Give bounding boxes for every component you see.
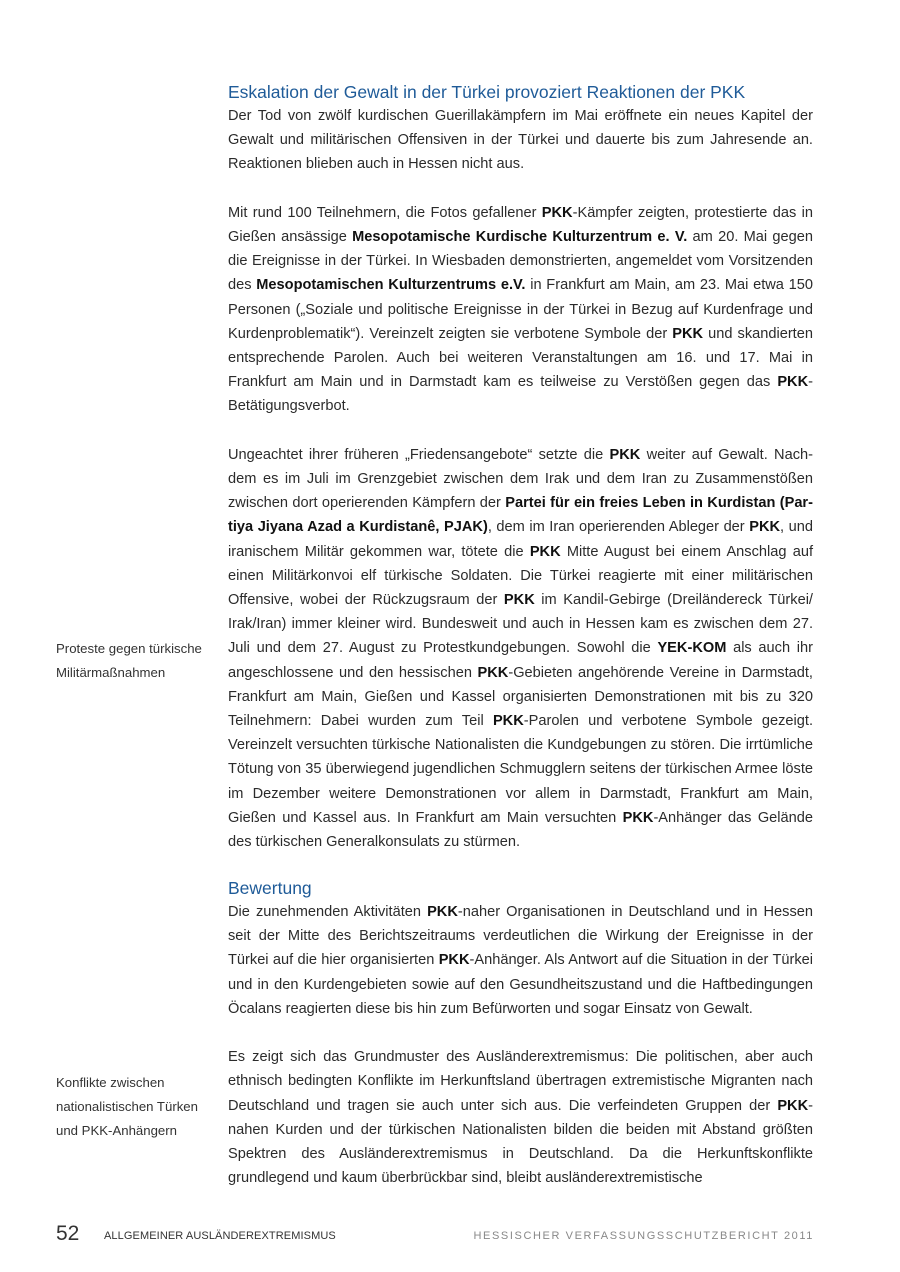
emphasis: Mesopotamischen Kulturzentrums e.V. — [256, 277, 526, 294]
margin-note-line: Konflikte zwischen — [56, 1075, 165, 1090]
emphasis: Partei für ein freies Leben in Kurdistan (Partiya Jiyana Azad a Kurdistanê, PJAK) — [228, 495, 813, 536]
paragraph: Die zunehmenden Aktivitäten PKK-naher Organisationen in Deutschland und in Hessen seit der Mitte des Berichtszeitraums verdeutlichen die Wirkung der Ereignisse in der Türkei auf die hier organisierten PKK-Anhänger. Als Antwort auf die Situation in der Türkei und in den Kurdengebieten sowie auf den Gesundheitszustand und die Haftbedingungen Öcalans reagierten diese bis hin zum Befürworten und sogar Einsatz von Gewalt. — [228, 904, 813, 1017]
chapter-title: ALLGEMEINER AUSLÄNDEREXTREMISMUS — [104, 1230, 336, 1242]
emphasis: PKK — [529, 543, 561, 560]
paragraph: Mit rund 100 Teilnehmern, die Fotos gefallener PKK-Kämpfer zeigten, protestierte das in Gießen ansässige Mesopotamische Kurdische Kulturzentrum e. V. am 20. Mai gegen die Ereignisse in der Türkei. In Wiesbaden demonstrierten, angemeldet vom Vorsitzenden des Mesopotamischen Kulturzentrums e.V. in Frankfurt am Main, am 23. Mai etwa 150 Personen („Soziale und politische Ereignisse in der Türkei in Bezug auf Kurdenfrage und Kurdenproblematik“). Vereinzelt zeigten sie verbotene Symbole der PKK und skandierten entsprechende Parolen. Auch bei weiteren Veranstaltungen am 16. und 17. Mai in Frankfurt am Main und in Darmstadt kam es teilweise zu Verstößen gegen das PKK-Betätigungsverbot. — [228, 204, 813, 415]
page-footer — [56, 1222, 814, 1248]
section-assessment — [228, 876, 813, 1190]
paragraph: Es zeigt sich das Grundmuster des Ausländerextremismus: Die politischen, aber auch ethnisch bedingten Konflikte im Herkunftsland übertragen extremistische Migranten nach Deutschland und tragen sie auch unter sich aus. Die verfeindeten Gruppen der PKK-nahen Kurden und der türkischen Nationalisten bilden die beiden mit Abstand größten Spektren des Ausländerextremismus in Deutschland. Da die Herkunftskonflikte grundlegend und kaum überbrückbar sind, bleibt ausländerextremistische — [228, 1049, 813, 1187]
emphasis: PKK — [749, 519, 781, 536]
section-heading-escalation: Eskalation der Gewalt in der Türkei provoziert Reaktionen der PKK — [228, 82, 746, 102]
margin-note-line: und PKK-Anhängern — [56, 1123, 177, 1138]
page-number: 52 — [56, 1222, 80, 1245]
emphasis: PKK — [427, 904, 458, 920]
margin-note-line: Militärmaßnahmen — [56, 665, 166, 680]
margin-note-line: Proteste gegen türkische — [56, 641, 202, 656]
emphasis: PKK — [438, 952, 470, 969]
emphasis: PKK — [622, 809, 654, 826]
emphasis: PKK — [541, 204, 573, 221]
paragraph: Ungeachtet ihrer früheren „Friedensangebote“ setzte die PKK weiter auf Gewalt. Nachdem es im Juli im Grenzgebiet zwischen dem Irak und dem Iran zu Zusammenstößen zwischen dort operierenden Kämpfern der Partei für ein freies Leben in Kurdistan (Partiya Jiyana Azad a Kurdistanê, PJAK), dem im Iran operierenden Ableger der PKK, und iranischem Militär gekommen war, tötete die PKK Mitte August bei einem Anschlag auf einen Militärkonvoi elf türkische Soldaten. Die Türkei reagierte mit einer militärischen Offensive, wobei der Rückzugsraum der PKK im Kandil-Gebirge (Dreiländereck Türkei/ Irak/Iran) immer kleiner wird. Bundesweit und auch in Hessen kam es zwischen dem 27. Juli und dem 27. August zu Protestkundgebungen. Sowohl die YEK-KOM als auch ihr angeschlossene und den hessischen PKK-Gebieten angehörende Vereine in Darmstadt, Frankfurt am Main, Gießen und Kassel organisierten Demonstrationen mit bis zu 320 Teilnehmern: Dabei wurden zum Teil PKK-Parolen und verbotene Symbole gezeigt. Vereinzelt versuchten türkische Nationalisten die Kundgebungen zu stören. Die irrtümliche Tötung von 35 überwiegend jugendlichen Schmugglern seitens der türkischen Armee löste im Dezember weitere Demonstrationen vor allem in Darmstadt, Frankfurt am Main, Gießen und Kassel aus. In Frankfurt am Main versuchten PKK-Anhänger das Gelände des türkischen Generalkonsulats zu stürmen. — [228, 446, 814, 851]
section-escalation — [228, 80, 813, 854]
report-title: HESSISCHER VERFASSUNGSSCHUTZBERICHT 2011 — [473, 1230, 814, 1242]
emphasis: PKK — [672, 325, 704, 342]
emphasis: YEK-KOM — [657, 640, 727, 657]
margin-note-conflicts — [56, 1071, 216, 1143]
emphasis: Mesopotamische Kurdische Kulturzentrum e. V. — [352, 229, 688, 245]
emphasis: PKK — [609, 446, 641, 463]
emphasis: PKK — [503, 592, 535, 609]
paragraph: Der Tod von zwölf kurdischen Guerillakämpfern im Mai eröffnete ein neues Kapitel der Gewalt und militärischen Offensiven in der Türkei und dauerte bis zum Jahresende an. Reaktionen blieben auch in Hessen nicht aus. — [228, 108, 813, 173]
section-heading-assessment: Bewertung — [228, 878, 312, 898]
emphasis: PKK — [477, 664, 509, 681]
emphasis: PKK — [777, 374, 809, 391]
emphasis: PKK — [492, 713, 524, 730]
margin-note-protests — [56, 637, 216, 685]
margin-note-line: nationalistischen Türken — [56, 1099, 198, 1114]
emphasis: PKK — [777, 1097, 809, 1114]
